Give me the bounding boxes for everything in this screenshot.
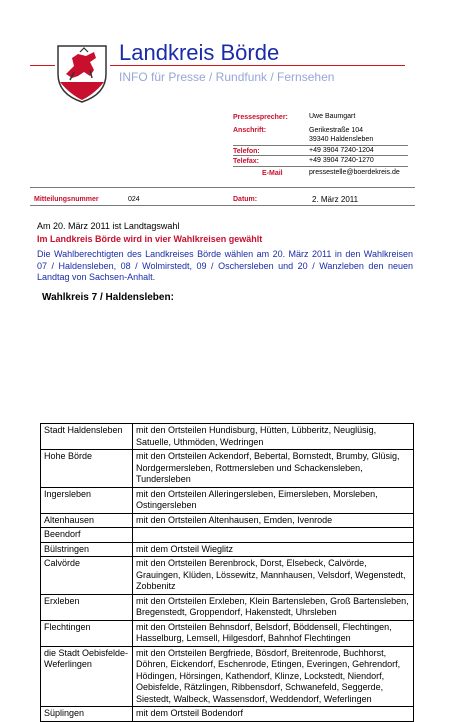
table-row: [41, 513, 414, 528]
headline: Im Landkreis Börde wird in vier Wahlkreisen gewählt: [37, 234, 263, 244]
table-row: [41, 557, 414, 595]
fax-label: Telefax:: [233, 158, 259, 165]
place-cell: Beendorf: [41, 528, 133, 543]
district-crest-logo: [56, 44, 108, 104]
address-line2: 39340 Haldensleben: [309, 136, 374, 143]
place-cell: Flechtingen: [41, 620, 133, 646]
address-label: Anschrift:: [233, 127, 267, 134]
phone-value: +49 3904 7240-1204: [309, 147, 374, 154]
place-cell: die Stadt Oebisfelde-Weferlingen: [41, 646, 133, 707]
table-row: [41, 620, 414, 646]
place-cell: Altenhausen: [41, 513, 133, 528]
districts-cell: mit den Ortsteilen Bergfriede, Bösdorf, Breitenrode, Buchhorst, Döhren, Eickendorf, Eschenrode, Etingen, Everingen, Gehrendorf, Hödingen, Hörsingen, Kathendorf, Klinze, Lockstedt, Niendorf, Oebisfelde, Rätzlingen, Ribbensdorf, Schwanefeld, Seggerde, Siestedt, Walbeck, Wassensdorf, Weddendorf, Weferlingen: [133, 646, 414, 707]
intro-line: Am 20. März 2011 ist Landtagswahl: [37, 221, 180, 231]
table-row: [41, 424, 414, 450]
spokesperson-label: Pressesprecher:: [233, 114, 288, 121]
place-cell: Ingersleben: [41, 487, 133, 513]
email-label: E-Mail: [262, 170, 283, 177]
districts-cell: mit den Ortsteilen Altenhausen, Emden, Ivenrode: [133, 513, 414, 528]
fax-value: +49 3904 7240-1270: [309, 157, 374, 164]
districts-cell: mit den Ortsteilen Berenbrock, Dorst, Elsebeck, Calvörde, Grauingen, Klüden, Lössewitz, Mannhausen, Velsdorf, Wegenstedt, Zobbenitz: [133, 557, 414, 595]
place-cell: Hohe Börde: [41, 450, 133, 488]
place-cell: Calvörde: [41, 557, 133, 595]
page-subtitle: INFO für Presse / Rundfunk / Fernsehen: [119, 70, 335, 84]
districts-cell: mit den Ortsteilen Erxleben, Klein Bartensleben, Groß Bartensleben, Bregenstedt, Groppendorf, Hakenstedt, Uhrsleben: [133, 594, 414, 620]
table-row: [41, 646, 414, 707]
date-label: Datum:: [233, 196, 258, 203]
date-value: 2. März 2011: [312, 195, 359, 204]
meta-rule-bottom: [30, 205, 415, 206]
constituency-table: [40, 423, 414, 722]
districts-cell: mit den Ortsteilen Ackendorf, Bebertal, Bornstedt, Brumby, Glüsig, Nordgermersleben, Rottmersleben und Schackensleben, Tundersleben: [133, 450, 414, 488]
wahlkreis-heading: Wahlkreis 7 / Haldensleben:: [42, 292, 174, 303]
place-cell: Bülstringen: [41, 542, 133, 557]
districts-cell: mit den Ortsteilen Alleringersleben, Eimersleben, Morsleben, Ostingersleben: [133, 487, 414, 513]
address-line1: Gerikestraße 104: [309, 127, 364, 134]
districts-cell: mit den Ortsteilen Hundisburg, Hütten, Lübberitz, Neuglüsig, Satuelle, Uthmöden, Wedringen: [133, 424, 414, 450]
table-row: [41, 528, 414, 543]
phone-label: Telefon:: [233, 148, 260, 155]
meta-rule-top: [30, 187, 415, 188]
districts-cell: mit dem Ortsteil Wieglitz: [133, 542, 414, 557]
place-cell: Erxleben: [41, 594, 133, 620]
districts-cell: mit dem Ortsteil Bodendorf: [133, 707, 414, 722]
table-row: [41, 542, 414, 557]
intro-paragraph: Die Wahlberechtigten des Landkreises Börde wählen am 20. März 2011 in den Wahlkreisen 07 / Haldensleben, 08 / Wolmirstedt, 09 / Oschersleben und 20 / Wanzleben den neuen Landtag von Sachsen-Anhalt.: [37, 249, 413, 282]
table-row: [41, 594, 414, 620]
table-row: [41, 707, 414, 722]
place-cell: Stadt Haldensleben: [41, 424, 133, 450]
contact-divider: [233, 166, 408, 167]
table-row: [41, 450, 414, 488]
email-link[interactable]: pressestelle@boerdekreis.de: [309, 169, 400, 176]
districts-cell: [133, 528, 414, 543]
number-value: 024: [128, 196, 140, 203]
districts-cell: mit den Ortsteilen Behnsdorf, Belsdorf, Böddensell, Flechtingen, Hasselburg, Lemsell, Hilgesdorf, Bahnhof Flechtingen: [133, 620, 414, 646]
place-cell: Süplingen: [41, 707, 133, 722]
page-title: Landkreis Börde: [119, 40, 280, 65]
spokesperson-value: Uwe Baumgart: [309, 113, 356, 120]
number-label: Mitteilungsnummer: [34, 196, 99, 203]
table-row: [41, 487, 414, 513]
header-rule-left: [30, 65, 55, 66]
